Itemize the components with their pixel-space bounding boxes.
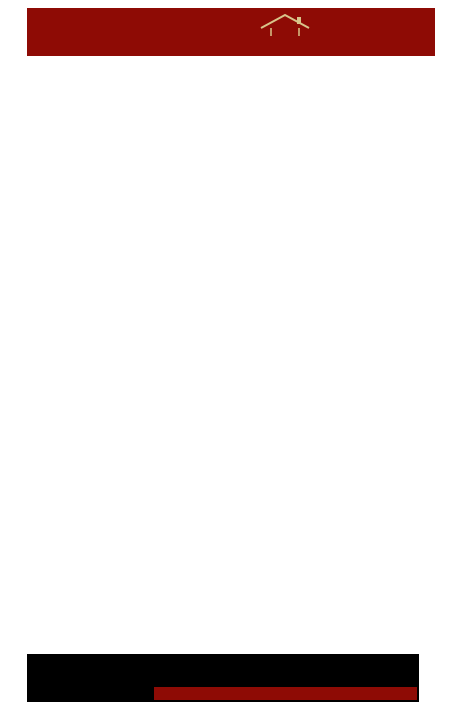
house-logo-icon bbox=[257, 12, 323, 40]
header-banner bbox=[27, 8, 435, 56]
footer-bar bbox=[154, 687, 417, 700]
notes-box bbox=[27, 654, 419, 702]
